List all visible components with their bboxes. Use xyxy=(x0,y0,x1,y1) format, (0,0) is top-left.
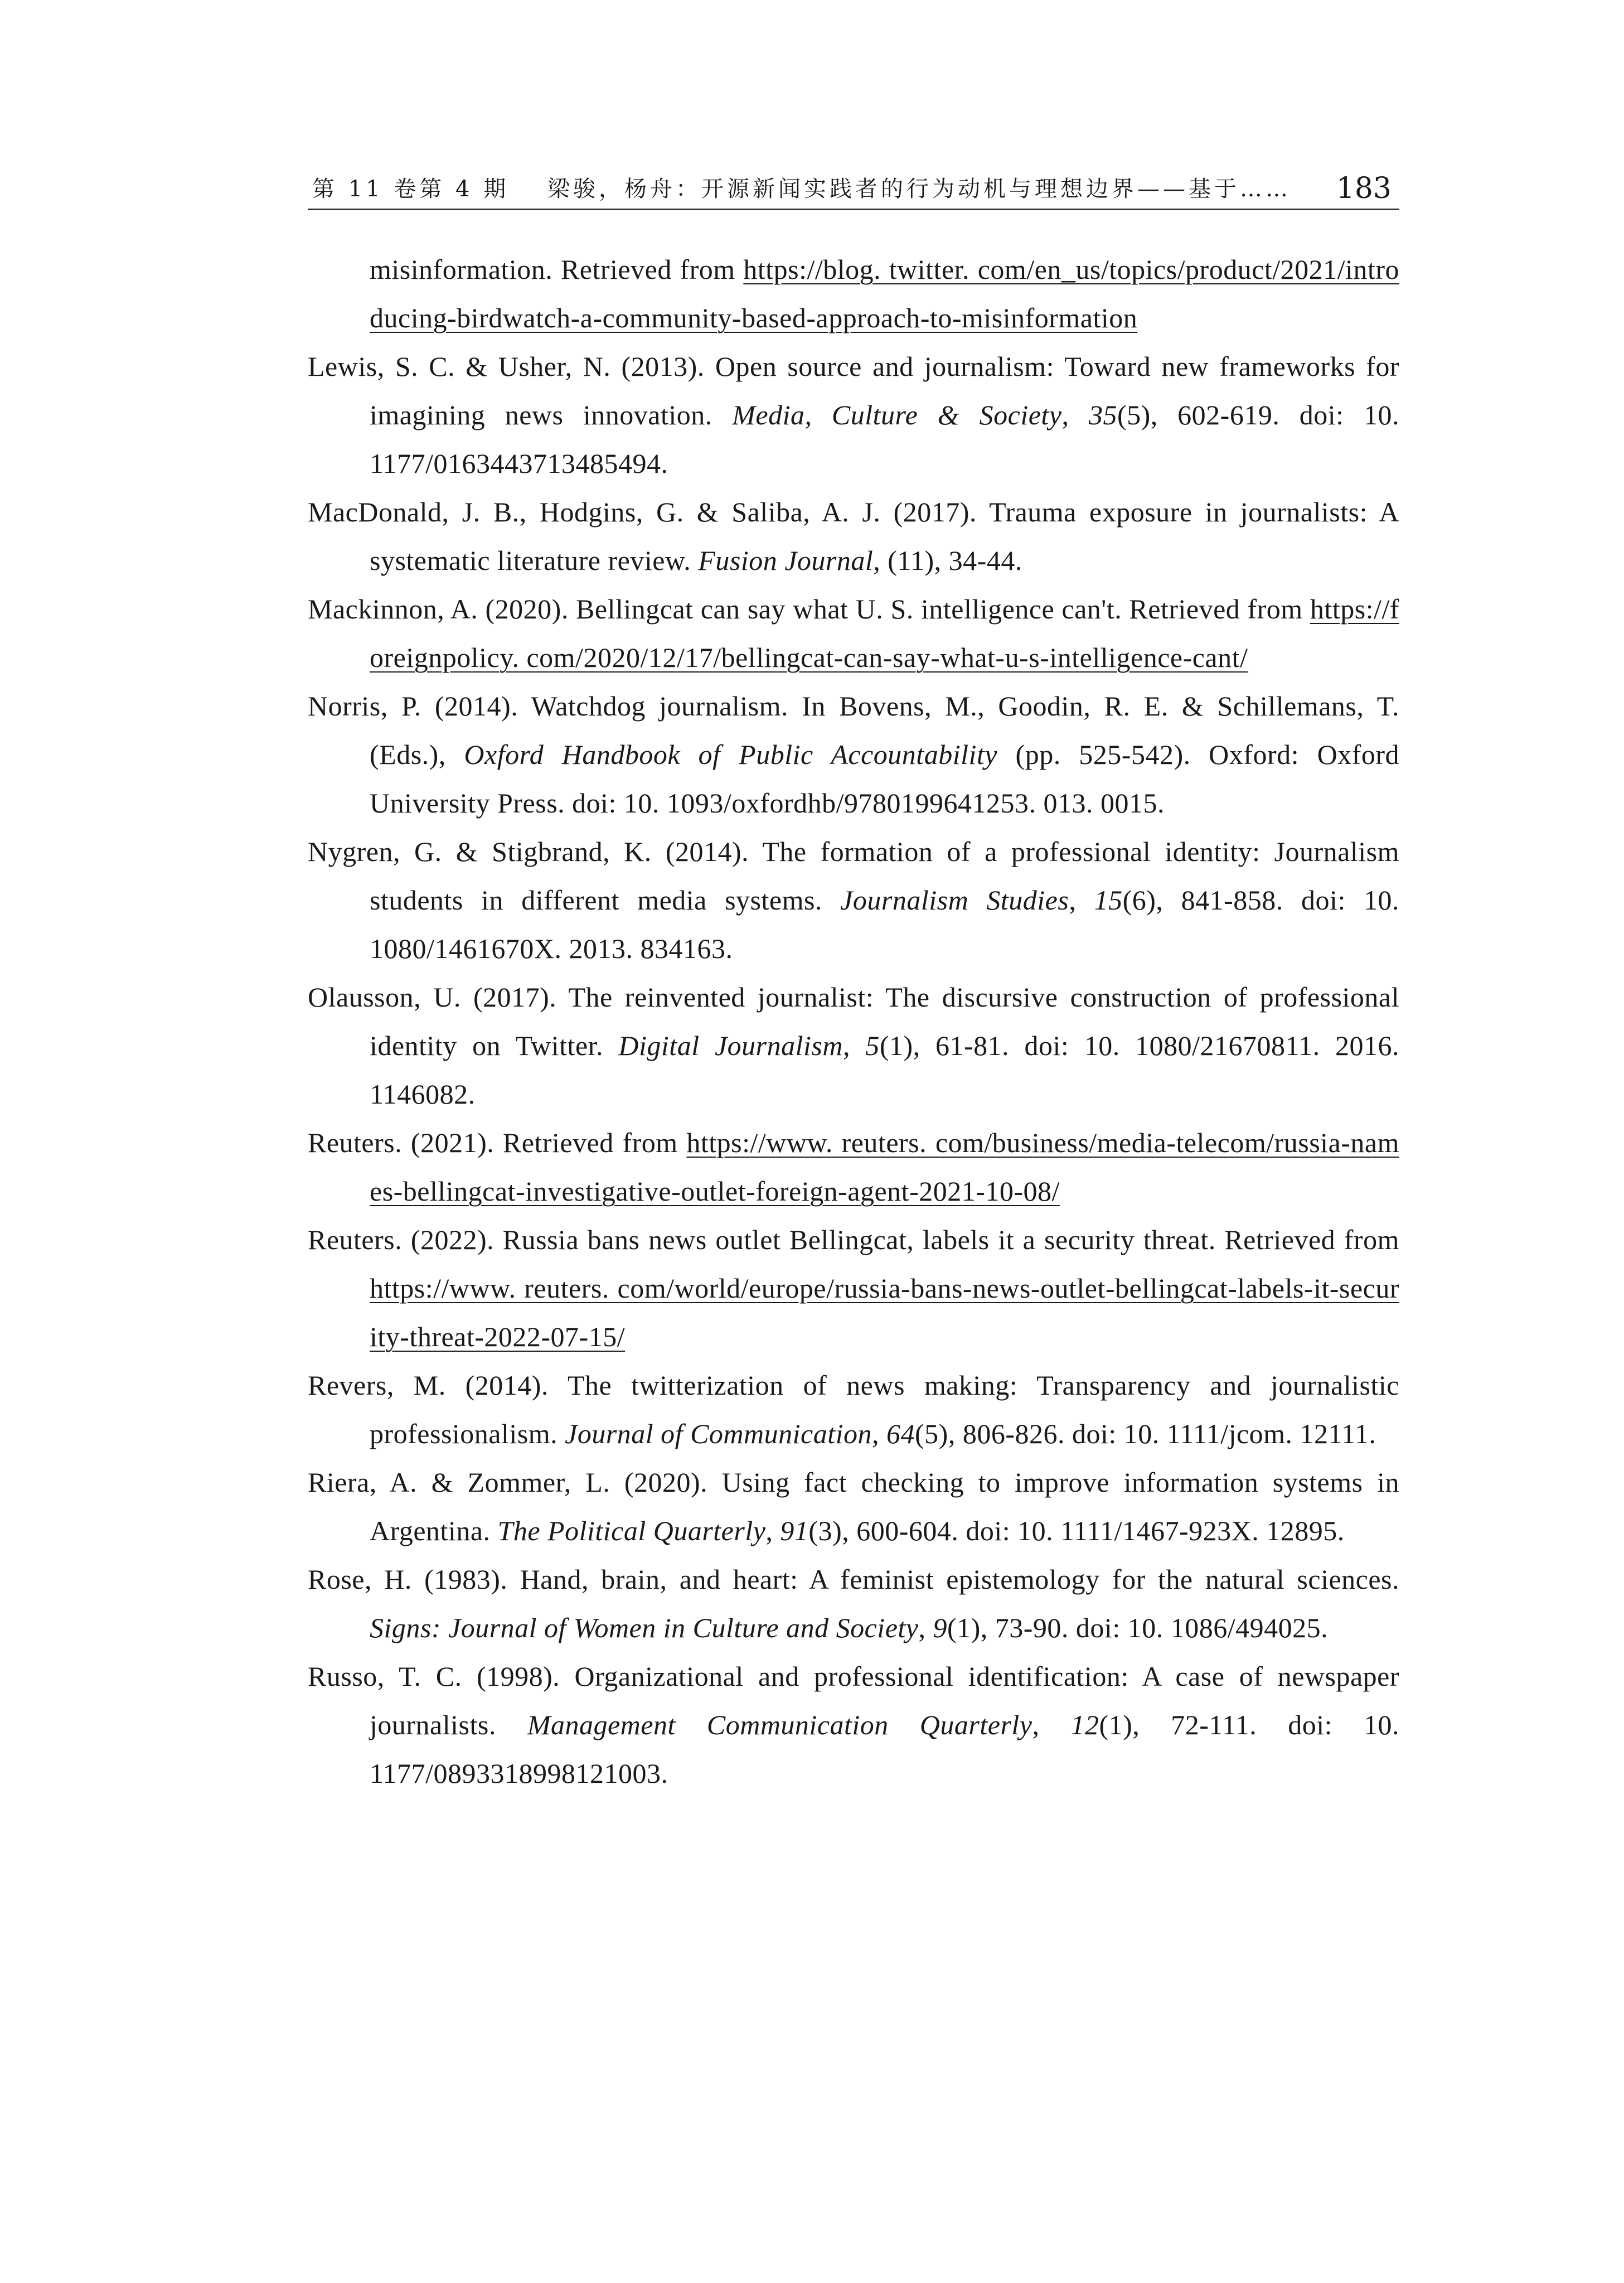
reference-entry: Russo, T. C. (1998). Organizational and professional identification: A case of newspaper journalists. Management Communication Quarterly, 12(1), 72-111. doi: 10. 1177/0893318998121003. xyxy=(308,1661,1399,1789)
reference-entry: Rose, H. (1983). Hand, brain, and heart: A feminist epistemology for the natural sciences. Signs: Journal of Women in Culture and Society, 9(1), 73-90. doi: 10. 1086/494025. xyxy=(308,1564,1399,1643)
journal-volume: 91 xyxy=(780,1515,809,1546)
journal-title: Fusion Journal xyxy=(698,545,874,576)
journal-title: Management Communication Quarterly xyxy=(527,1709,1032,1740)
journal-volume: 5 xyxy=(865,1030,880,1061)
reference-link[interactable]: https://www. reuters. com/business/media-telecom/russia-names-bellingcat-investigative-outlet-foreign-agent-2021-10-08/ xyxy=(370,1127,1399,1207)
reference-entry: Olausson, U. (2017). The reinvented journalist: The discursive construction of professional identity on Twitter. Digital Journalism, 5(1), 61-81. doi: 10. 1080/21670811. 2016. 1146082. xyxy=(308,981,1399,1110)
journal-title: Media, Culture & Society xyxy=(732,399,1062,431)
reference-entry: Reuters. (2021). Retrieved from https://www. reuters. com/business/media-telecom/russia-names-bellingcat-investigative-outlet-foreign-agent-2021-10-08/ xyxy=(308,1127,1399,1207)
reference-entry: MacDonald, J. B., Hodgins, G. & Saliba, A. J. (2017). Trauma exposure in journalists: A systematic literature review. Fusion Journal, (11), 34-44. xyxy=(308,496,1399,576)
reference-link[interactable]: https://blog. twitter. com/en_us/topics/product/2021/introducing-birdwatch-a-community-based-approach-to-misinformation xyxy=(370,254,1399,333)
reference-entry: Nygren, G. & Stigbrand, K. (2014). The formation of a professional identity: Journalism students in different media systems. Journalism Studies, 15(6), 841-858. doi: 10. 1080/1461670X. 2013. 834163. xyxy=(308,836,1400,964)
reference-entry: Mackinnon, A. (2020). Bellingcat can say what U. S. intelligence can't. Retrieved from https://foreignpolicy. com/2020/12/17/bellingcat-can-say-what-u-s-intelligence-cant/ xyxy=(308,593,1399,673)
running-title: 梁骏，杨舟：开源新闻实践者的行为动机与理想边界——基于…… xyxy=(547,176,1291,202)
reference-list xyxy=(308,245,1399,1798)
volume-issue: 第 11 卷第 4 期 xyxy=(312,176,510,202)
journal-title: Journalism Studies xyxy=(840,884,1069,916)
journal-title: The Political Quarterly xyxy=(497,1515,766,1546)
journal-volume: 12 xyxy=(1070,1709,1099,1740)
journal-volume: 9 xyxy=(933,1612,947,1643)
book-title: Oxford Handbook of Public Accountability xyxy=(464,739,997,770)
reference-entry: misinformation. Retrieved from https://blog. twitter. com/en_us/topics/product/2021/introducing-birdwatch-a-community-based-approach-to-misinformation xyxy=(370,254,1399,333)
reference-entry: Reuters. (2022). Russia bans news outlet Bellingcat, labels it a security threat. Retrieved from https://www. reuters. com/world/europe/russia-bans-news-outlet-bellingcat-labels-it-security-threat-2022-07-15/ xyxy=(308,1224,1399,1352)
reference-entry: Revers, M. (2014). The twitterization of news making: Transparency and journalistic professionalism. Journal of Communication, 64(5), 806-826. doi: 10. 1111/jcom. 12111. xyxy=(308,1370,1399,1449)
journal-volume: 15 xyxy=(1094,884,1123,916)
reference-link[interactable]: https://foreignpolicy. com/2020/12/17/bellingcat-can-say-what-u-s-intelligence-cant/ xyxy=(370,593,1399,673)
journal-volume: 64 xyxy=(886,1418,915,1449)
journal-title: Journal of Communication xyxy=(565,1418,872,1449)
running-header xyxy=(308,167,1399,210)
reference-link[interactable]: https://www. reuters. com/world/europe/russia-bans-news-outlet-bellingcat-labels-it-security-threat-2022-07-15/ xyxy=(370,1273,1399,1352)
journal-volume: 35 xyxy=(1088,399,1117,431)
reference-entry: Riera, A. & Zommer, L. (2020). Using fact checking to improve information systems in Argentina. The Political Quarterly, 91(3), 600-604. doi: 10. 1111/1467-923X. 12895. xyxy=(308,1467,1399,1546)
reference-entry: Norris, P. (2014). Watchdog journalism. In Bovens, M., Goodin, R. E. & Schillemans, T. (Eds.), Oxford Handbook of Public Accountability (pp. 525-542). Oxford: Oxford University Press. doi: 10. 1093/oxfordhb/9780199641253. 013. 0015. xyxy=(308,690,1399,819)
reference-entry: Lewis, S. C. & Usher, N. (2013). Open source and journalism: Toward new frameworks for imagining news innovation. Media, Culture & Society, 35(5), 602-619. doi: 10. 1177/0163443713485494. xyxy=(308,351,1400,479)
journal-title: Digital Journalism xyxy=(618,1030,843,1061)
page-number: 183 xyxy=(1336,172,1392,205)
journal-title: Signs: Journal of Women in Culture and Society xyxy=(370,1612,919,1643)
